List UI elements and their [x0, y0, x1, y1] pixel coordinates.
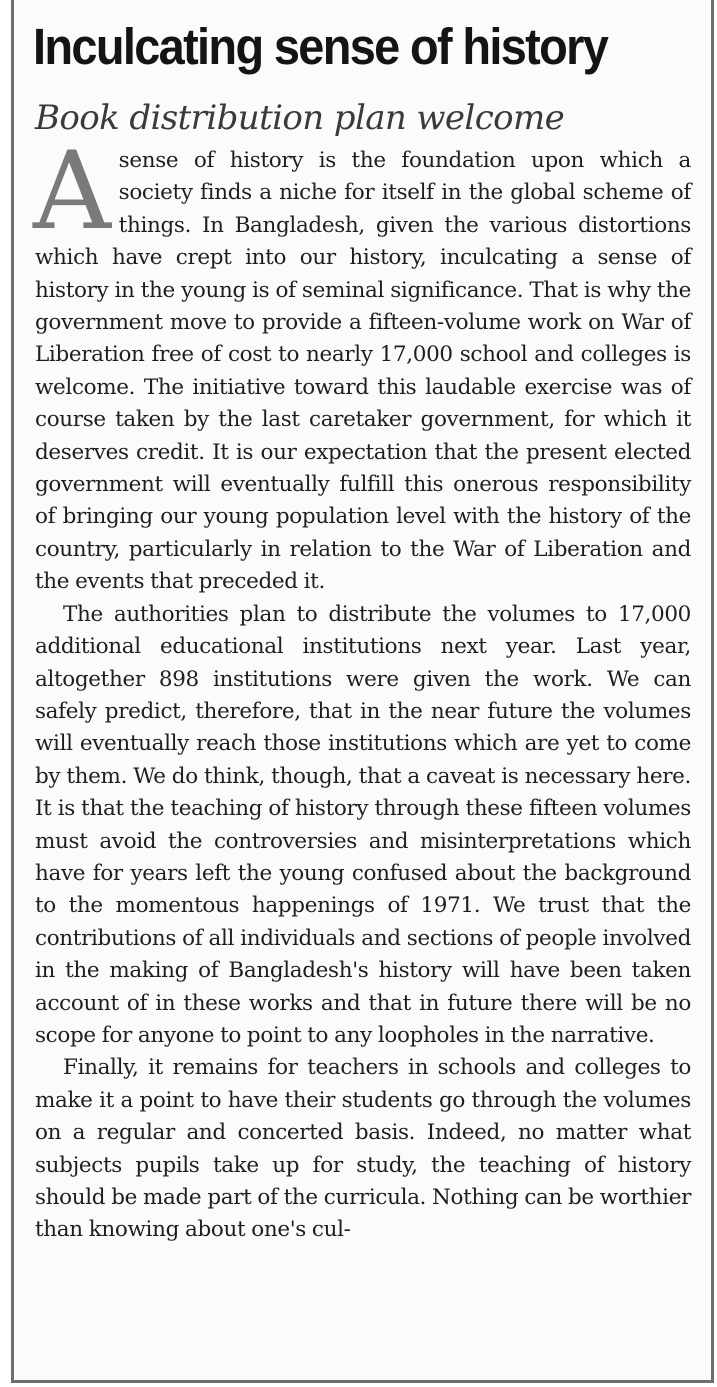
paragraph-2: The authorities plan to distribute the volumes to 17,000 additional educational institutions next year. Last year, altogether 898 institutions were given the work. We can safely predict, therefore, that in the near future the volumes will eventually reach those institutions which are yet to come by them. We do think, though, that a caveat is necessary here. It is that the teaching of history through these fifteen volumes must avoid the controversies and misinterpretations which have for years left the young confused about the background to the momentous happenings of 1971. We trust that the contributions of all individuals and sections of people involved in the making of Bangladesh's history will have been taken account of in these works and that in future there will be no scope for anyone to point to any loopholes in the narrative. — [35, 601, 691, 1048]
drop-cap: A — [33, 129, 111, 254]
article-body — [33, 129, 691, 1247]
paragraph-1 — [33, 129, 691, 599]
editorial-page — [11, 0, 714, 1383]
headline: Inculcating sense of history — [33, 18, 608, 75]
paragraph-1-text: sense of history is the foundation upon which a society finds a niche for itself in the global scheme of things. In Bangladesh, given the various distortions which have crept into our history, inculcating a sense of history in the young is of seminal significance. That is why the government move to provide a fifteen-volume work on War of Liberation free of cost to nearly 17,000 school and colleges is welcome. The initiative toward this laudable exercise was of course taken by the last caretaker government, for which it deserves credit. It is our expectation that the present elected government will eventually fulfill this onerous responsibility of bringing our young population level with the history of the country, particularly in relation to the War of Liberation and the events that preceded it. — [35, 148, 691, 595]
subheadline: Book distribution plan welcome — [35, 98, 565, 138]
paragraph-3: Finally, it remains for teachers in schools and colleges to make it a point to have their students go through the volumes on a regular and concerted basis. Indeed, no matter what subjects pupils take up for study, the teaching of history should be made part of the curricula. Nothing can be worthier than knowing about one's cul- — [35, 1055, 691, 1243]
